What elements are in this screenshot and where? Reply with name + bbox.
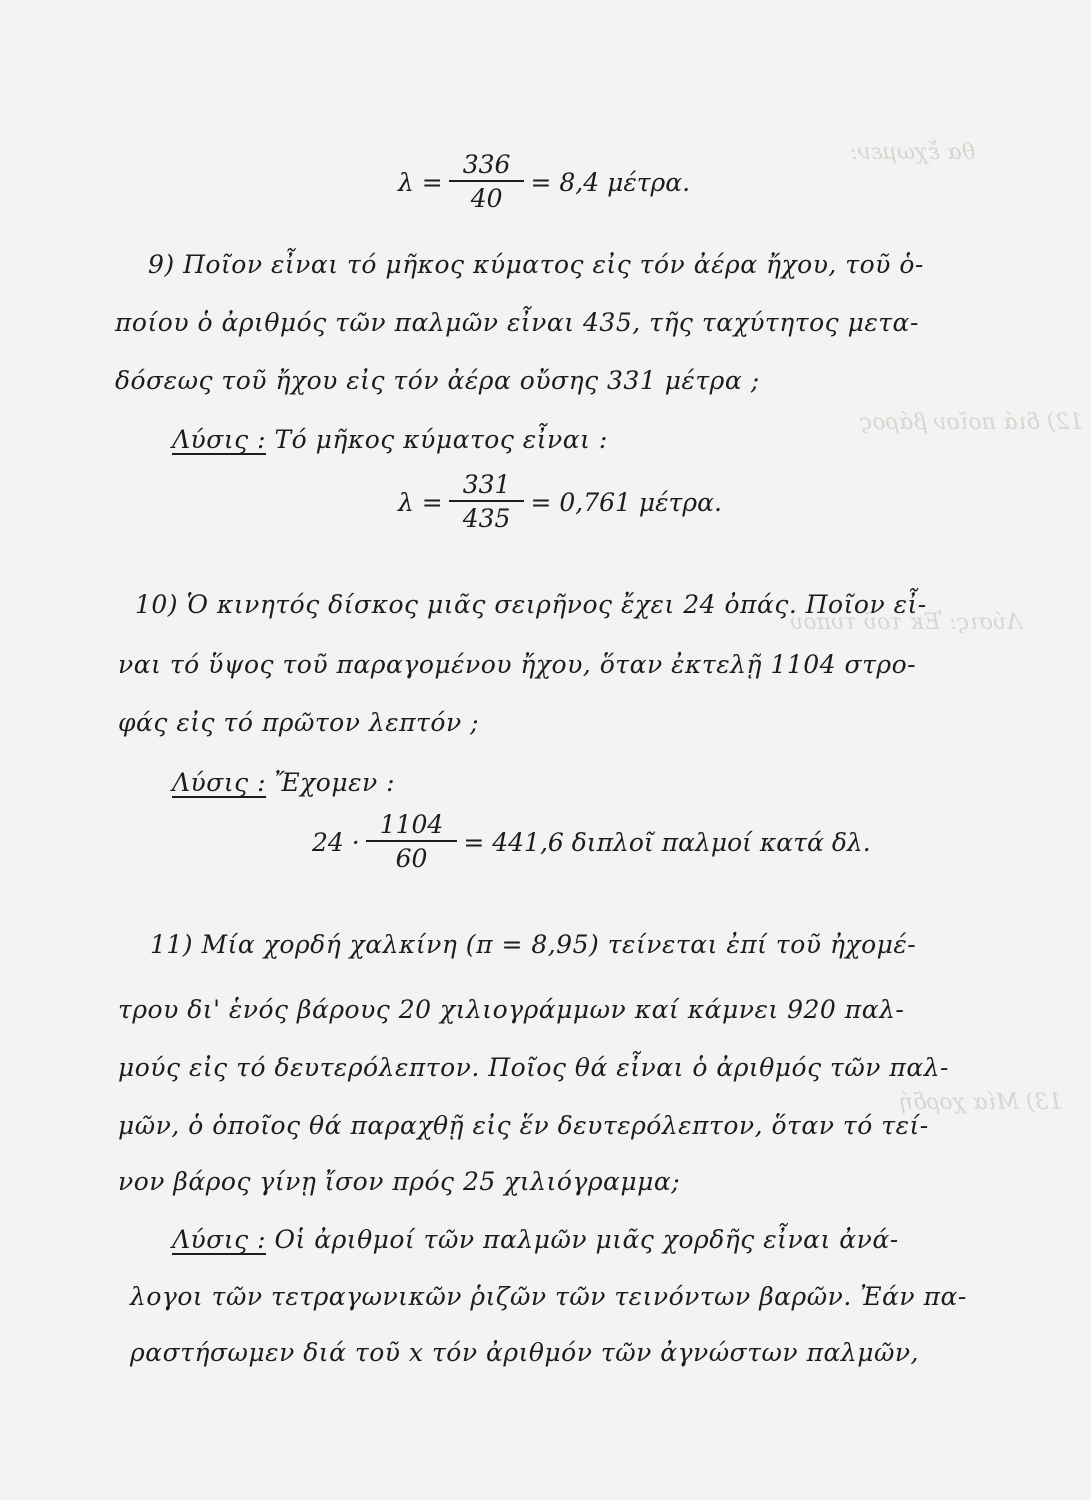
equation-1 (398, 150, 690, 214)
equation-rhs: = 8,4 μέτρα. (530, 167, 691, 197)
bleed-through-mark: Λύσις: Ἐκ τοῦ τύπου (790, 610, 1023, 635)
problem-11-line-4: μῶν, ὁ ὁποῖος θά παραχθῇ εἰς ἕν δευτερόλεπτον, ὅταν τό τεί- (118, 1111, 929, 1140)
equation-3 (312, 810, 871, 874)
problem-11-line-3: μούς εἰς τό δευτερόλεπτον. Ποῖος θά εἶναι ὁ ἀριθμός τῶν παλ- (118, 1053, 949, 1082)
solution-11-line-3: ραστήσωμεν διά τοῦ x τόν ἀριθμόν τῶν ἀγνώστων παλμῶν, (130, 1338, 919, 1367)
problem-11-line-2: τρου δι' ἑνός βάρους 20 χιλιογράμμων καί κάμνει 920 παλ- (118, 995, 905, 1024)
equation-rhs: = 0,761 μέτρα. (530, 487, 722, 517)
equation-rhs: = 441,6 διπλοῖ παλμοί κατά δλ. (463, 827, 871, 857)
problem-10-line-3: φάς εἰς τό πρῶτον λεπτόν ; (118, 708, 480, 737)
problem-11-line-1: 11) Μία χορδή χαλκίνη (π = 8,95) τείνεται ἐπί τοῦ ἠχομέ- (150, 930, 917, 959)
solution-text: Ἔχομεν : (274, 768, 396, 797)
equation-2 (398, 470, 722, 534)
solution-heading: Λύσις : (172, 768, 266, 797)
solution-heading: Λύσις : (172, 1225, 266, 1254)
numerator: 1104 (366, 810, 458, 842)
numerator: 331 (449, 470, 525, 502)
problem-11-line-5: νον βάρος γίνῃ ἴσον πρός 25 χιλιόγραμμα; (118, 1167, 681, 1196)
bleed-through-mark: θα ἔχωμεν: (850, 140, 976, 165)
solution-11-row (172, 1225, 899, 1254)
problem-9-line-3: δόσεως τοῦ ἤχου εἰς τόν ἀέρα οὔσης 331 μέτρα ; (115, 366, 760, 395)
equation-lhs: 24 · (312, 827, 360, 857)
solution-10-row (172, 768, 395, 797)
equation-lhs: λ = (398, 167, 443, 197)
problem-9-line-1: 9) Ποῖον εἶναι τό μῆκος κύματος εἰς τόν ἀέρα ἤχου, τοῦ ὁ- (148, 250, 924, 279)
denominator: 40 (470, 184, 503, 213)
problem-10-line-2: ναι τό ὕψος τοῦ παραγομένου ἤχου, ὅταν ἐκτελῇ 1104 στρο- (118, 650, 917, 679)
denominator: 435 (462, 504, 511, 533)
bleed-through-mark: 12) διά ποῖον βάρος (860, 410, 1084, 435)
solution-heading: Λύσις : (172, 425, 266, 454)
numerator: 336 (449, 150, 525, 182)
bleed-through-mark: 13) Μία χορδή (900, 1090, 1063, 1115)
solution-9-row (172, 425, 608, 454)
denominator: 60 (395, 844, 428, 873)
equation-lhs: λ = (398, 487, 443, 517)
problem-9-line-2: ποίου ὁ ἀριθμός τῶν παλμῶν εἶναι 435, τῆς ταχύτητος μετα- (115, 308, 919, 337)
problem-10-line-1: 10) Ὁ κινητός δίσκος μιᾶς σειρῆνος ἔχει 24 ὀπάς. Ποῖον εἶ- (135, 590, 927, 619)
solution-text: Τό μῆκος κύματος εἶναι : (274, 425, 608, 454)
solution-text: Οἱ ἀριθμοί τῶν παλμῶν μιᾶς χορδῆς εἶναι ἀνά- (274, 1225, 899, 1254)
solution-11-line-2: λογοι τῶν τετραγωνικῶν ῥιζῶν τῶν τεινόντων βαρῶν. Ἐάν πα- (130, 1282, 967, 1311)
